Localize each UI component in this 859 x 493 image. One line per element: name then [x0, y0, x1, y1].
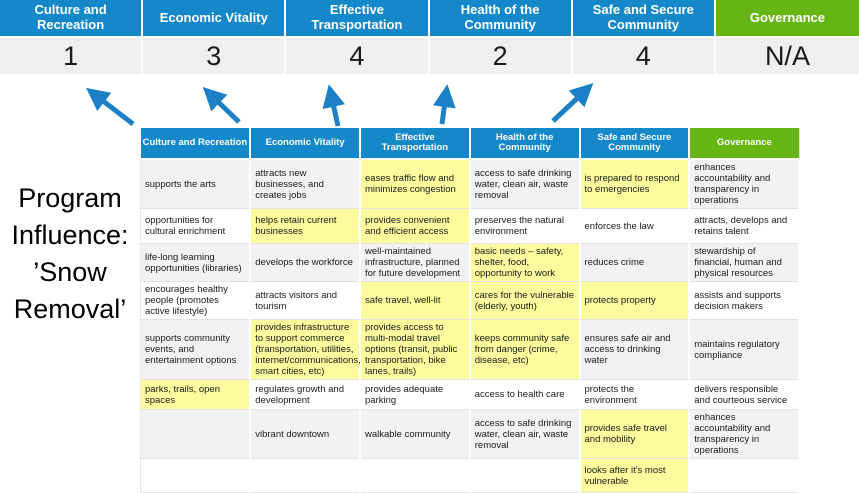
- summary-header-cell: Culture and Recreation: [0, 0, 143, 38]
- matrix-body: [141, 159, 800, 493]
- matrix-cell: encourages healthy people (promotes active lifestyle): [141, 282, 251, 320]
- matrix-header-cell: Governance: [689, 128, 799, 159]
- matrix-cell: well-maintained infrastructure, planned for future development: [360, 244, 470, 282]
- matrix-cell: stewardship of financial, human and physical resources: [689, 244, 799, 282]
- matrix-cell: delivers responsible and courteous service: [689, 380, 799, 410]
- matrix-cell: supports the arts: [141, 159, 251, 209]
- matrix-cell: attracts visitors and tourism: [250, 282, 360, 320]
- matrix-cell: helps retain current businesses: [250, 209, 360, 244]
- summary-header-cell: Safe and Secure Community: [573, 0, 716, 38]
- matrix-cell: [470, 459, 580, 493]
- summary-score-cell: 2: [430, 38, 573, 74]
- summary-table: [0, 0, 859, 74]
- summary-score-cell: N/A: [716, 38, 859, 74]
- matrix-cell: provides infrastructure to support commerce (transportation, utilities, internet/communications, smart cities, etc): [250, 320, 360, 380]
- matrix-cell: protects the environment: [580, 380, 690, 410]
- matrix-cell: assists and supports decision makers: [689, 282, 799, 320]
- summary-header-cell: Effective Transportation: [286, 0, 429, 38]
- matrix-cell: access to health care: [470, 380, 580, 410]
- summary-column-health: [430, 0, 573, 74]
- matrix-cell: walkable community: [360, 410, 470, 459]
- arrow-up-icon: [442, 94, 446, 124]
- summary-column-culture: [0, 0, 143, 74]
- summary-header-cell: Governance: [716, 0, 859, 38]
- program-title-line: Removal’: [13, 294, 127, 324]
- matrix-cell: maintains regulatory compliance: [689, 320, 799, 380]
- arrow-up-icon: [553, 90, 586, 121]
- matrix-cell: is prepared to respond to emergencies: [580, 159, 690, 209]
- matrix-cell: opportunities for cultural enrichment: [141, 209, 251, 244]
- matrix-header: [141, 128, 800, 159]
- matrix-header-cell: Safe and Secure Community: [580, 128, 690, 159]
- matrix-cell: vibrant downtown: [250, 410, 360, 459]
- matrix-cell: [250, 459, 360, 493]
- matrix-cell: cares for the vulnerable (elderly, youth): [470, 282, 580, 320]
- summary-column-governance: [716, 0, 859, 74]
- summary-column-safety: [573, 0, 716, 74]
- summary-header-cell: Health of the Community: [430, 0, 573, 38]
- matrix-cell: access to safe drinking water, clean air, waste removal: [470, 410, 580, 459]
- matrix-row: [141, 459, 800, 493]
- program-title-line: Influence:: [11, 220, 129, 250]
- matrix-cell: looks after it's most vulnerable: [580, 459, 690, 493]
- arrow-up-icon: [210, 94, 239, 122]
- matrix-header-cell: Effective Transportation: [360, 128, 470, 159]
- matrix-cell: preserves the natural environment: [470, 209, 580, 244]
- matrix-cell: develops the workforce: [250, 244, 360, 282]
- matrix-header-row: [141, 128, 800, 159]
- matrix-cell: ensures safe air and access to drinking water: [580, 320, 690, 380]
- matrix-cell: regulates growth and development: [250, 380, 360, 410]
- matrix-cell: provides access to multi-modal travel options (transit, public transportation, bike lanes, trails): [360, 320, 470, 380]
- matrix-cell: keeps community safe from danger (crime, disease, etc): [470, 320, 580, 380]
- summary-column-economic: [143, 0, 286, 74]
- influence-matrix: [140, 128, 800, 493]
- matrix-header-cell: Culture and Recreation: [141, 128, 251, 159]
- matrix-cell: enhances accountability and transparency in operations: [689, 159, 799, 209]
- matrix-cell: supports community events, and entertainment options: [141, 320, 251, 380]
- matrix-cell: access to safe drinking water, clean air, waste removal: [470, 159, 580, 209]
- matrix-row: [141, 282, 800, 320]
- summary-score-cell: 4: [286, 38, 429, 74]
- matrix-cell: provides convenient and efficient access: [360, 209, 470, 244]
- matrix-row: [141, 244, 800, 282]
- matrix-cell: provides adequate parking: [360, 380, 470, 410]
- matrix-row: [141, 380, 800, 410]
- matrix-cell: [360, 459, 470, 493]
- matrix-cell: attracts, develops and retains talent: [689, 209, 799, 244]
- matrix-row: [141, 320, 800, 380]
- arrows-layer: [0, 76, 859, 134]
- matrix-cell: [141, 459, 251, 493]
- program-title: [0, 180, 140, 328]
- matrix-row: [141, 209, 800, 244]
- matrix-cell: basic needs – safety, shelter, food, opportunity to work: [470, 244, 580, 282]
- summary-score-cell: 1: [0, 38, 143, 74]
- summary-score-cell: 3: [143, 38, 286, 74]
- matrix-cell: protects property: [580, 282, 690, 320]
- matrix-cell: reduces crime: [580, 244, 690, 282]
- matrix-cell: eases traffic flow and minimizes congestion: [360, 159, 470, 209]
- summary-column-transportation: [286, 0, 429, 74]
- program-title-line: Program: [18, 183, 122, 213]
- matrix-cell: enforces the law: [580, 209, 690, 244]
- matrix-cell: enhances accountability and transparency in operations: [689, 410, 799, 459]
- summary-header-cell: Economic Vitality: [143, 0, 286, 38]
- matrix-cell: parks, trails, open spaces: [141, 380, 251, 410]
- matrix-cell: life-long learning opportunities (libraries): [141, 244, 251, 282]
- matrix-cell: safe travel, well-lit: [360, 282, 470, 320]
- matrix-cell: attracts new businesses, and creates jobs: [250, 159, 360, 209]
- matrix-row: [141, 410, 800, 459]
- arrow-up-icon: [331, 94, 338, 126]
- program-title-line: ’Snow: [33, 257, 107, 287]
- matrix-cell: [141, 410, 251, 459]
- matrix-header-cell: Health of the Community: [470, 128, 580, 159]
- matrix-row: [141, 159, 800, 209]
- summary-score-cell: 4: [573, 38, 716, 74]
- matrix-header-cell: Economic Vitality: [250, 128, 360, 159]
- arrow-up-icon: [94, 94, 133, 124]
- matrix-cell: provides safe travel and mobility: [580, 410, 690, 459]
- matrix-cell: [689, 459, 799, 493]
